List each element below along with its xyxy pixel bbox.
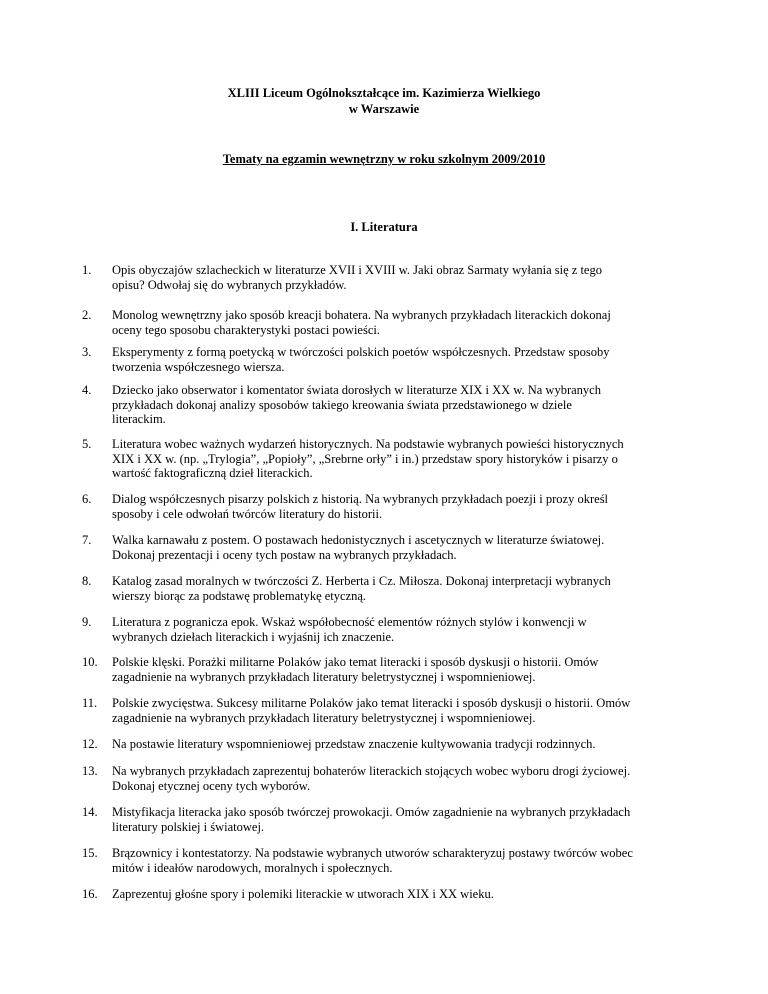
- list-item: [82, 574, 692, 603]
- list-item: [82, 492, 692, 521]
- list-item: [82, 345, 692, 374]
- item-line: wierszy biorąc za podstawę problematykę etyczną.: [112, 588, 367, 603]
- item-line: XIX i XX w. (np. „Trylogia”, „Popioły”, „Srebrne orły” i in.) przedstaw spory historyków i pisarzy o: [112, 451, 618, 466]
- school-name: XLIII Liceum Ogólnokształcące im. Kazimierza Wielkiego: [227, 86, 541, 100]
- section-title: I. Literatura: [350, 220, 418, 234]
- list-item: [82, 696, 692, 725]
- list-item: [82, 737, 692, 752]
- item-line: Polskie klęski. Porażki militarne Polaków jako temat literacki i sposób dyskusji o historii. Omów: [112, 655, 599, 669]
- list-item: [82, 308, 692, 337]
- item-number: 15.: [82, 846, 98, 860]
- list-item: [82, 805, 692, 834]
- item-number: 9.: [82, 615, 92, 629]
- item-line: zagadnienie na wybranych przykładach literatury beletrystycznej i wspomnieniowej.: [112, 710, 536, 725]
- item-line: Walka karnawału z postem. O postawach hedonistycznych i ascetycznych w literaturze światowej.: [112, 533, 605, 547]
- item-number: 6.: [82, 492, 92, 506]
- item-line: przykładach dokonaj analizy sposobów takiego kreowania świata przedstawionego w dziele: [112, 397, 572, 412]
- item-number: 4.: [82, 383, 92, 397]
- item-line: opisu? Odwołaj się do wybranych przykładów.: [112, 277, 347, 292]
- item-line: sposoby i cele odwołań twórców literatury do historii.: [112, 506, 383, 521]
- list-item: [82, 383, 692, 427]
- item-number: 1.: [82, 263, 92, 277]
- item-number: 16.: [82, 887, 98, 901]
- item-line: Brązownicy i kontestatorzy. Na podstawie wybranych utworów scharakteryzuj postawy twórców wobec: [112, 846, 633, 860]
- item-line: literatury polskiej i światowej.: [112, 819, 265, 834]
- item-line: Dialog współczesnych pisarzy polskich z historią. Na wybranych przykładach poezji i prozy określ: [112, 492, 609, 506]
- item-line: Katalog zasad moralnych w twórczości Z. Herberta i Cz. Miłosza. Dokonaj interpretacji wybranych: [112, 574, 611, 588]
- item-number: 11.: [82, 696, 98, 710]
- list-item: [82, 533, 692, 562]
- item-line: Na wybranych przykładach zaprezentuj bohaterów literackich stojących wobec wyboru drogi życiowej.: [112, 764, 631, 778]
- item-number: 2.: [82, 308, 92, 322]
- item-line: Literatura z pogranicza epok. Wskaż współobecność elementów różnych stylów i konwencji w: [112, 615, 587, 629]
- item-line: Monolog wewnętrzny jako sposób kreacji bohatera. Na wybranych przykładach literackich dokonaj: [112, 308, 611, 322]
- item-line: oceny tego sposobu charakterystyki postaci powieści.: [112, 322, 380, 337]
- document-title: Tematy na egzamin wewnętrzny w roku szkolnym 2009/2010: [222, 152, 546, 166]
- item-number: 12.: [82, 737, 98, 751]
- item-line: Polskie zwycięstwa. Sukcesy militarne Polaków jako temat literacki i sposób dyskusji o historii. Omów: [112, 696, 631, 710]
- list-item: [82, 764, 692, 793]
- item-number: 5.: [82, 437, 92, 451]
- item-number: 13.: [82, 764, 98, 778]
- item-line: Mistyfikacja literacka jako sposób twórczej prowokacji. Omów zagadnienie na wybranych przykładach: [112, 805, 631, 819]
- item-line: Dokonaj etycznej oceny tych wyborów.: [112, 778, 311, 793]
- item-line: zagadnienie na wybranych przykładach literatury beletrystycznej i wspomnieniowej.: [112, 669, 536, 684]
- item-line: Dokonaj prezentacji i oceny tych postaw na wybranych przykładach.: [112, 547, 457, 562]
- item-line: Opis obyczajów szlacheckich w literaturze XVII i XVIII w. Jaki obraz Sarmaty wyłania się z tego: [112, 263, 602, 277]
- item-number: 7.: [82, 533, 92, 547]
- item-line: wartość faktograficzną dzieł literackich.: [112, 466, 313, 481]
- item-line: Dziecko jako obserwator i komentator świata dorosłych w literaturze XIX i XX w. Na wybranych: [112, 383, 601, 397]
- item-line: mitów i ideałów narodowych, moralnych i społecznych.: [112, 860, 393, 875]
- list-item: [82, 655, 692, 684]
- item-line: Zaprezentuj głośne spory i polemiki literackie w utworach XIX i XX wieku.: [112, 887, 494, 901]
- item-number: 14.: [82, 805, 98, 819]
- item-number: 10.: [82, 655, 98, 669]
- item-number: 3.: [82, 345, 92, 359]
- item-number: 8.: [82, 574, 92, 588]
- item-line: wybranych dziełach literackich i wyjaśnij ich znaczenie.: [112, 629, 395, 644]
- list-item: [82, 437, 692, 481]
- item-line: Literatura wobec ważnych wydarzeń historycznych. Na podstawie wybranych powieści historycznych: [112, 437, 624, 451]
- item-line: Na postawie literatury wspomnieniowej przedstaw znaczenie kultywowania tradycji rodzinnych.: [112, 737, 596, 751]
- school-city: w Warszawie: [348, 102, 420, 116]
- list-item: [82, 615, 692, 644]
- item-line: tworzenia współczesnego wiersza.: [112, 359, 285, 374]
- list-item: [82, 887, 692, 902]
- list-item: [82, 263, 692, 292]
- school-header: [0, 85, 768, 117]
- list-item: [82, 846, 692, 875]
- item-line: literackim.: [112, 412, 166, 427]
- item-line: Eksperymenty z formą poetycką w twórczości polskich poetów współczesnych. Przedstaw sposoby: [112, 345, 610, 359]
